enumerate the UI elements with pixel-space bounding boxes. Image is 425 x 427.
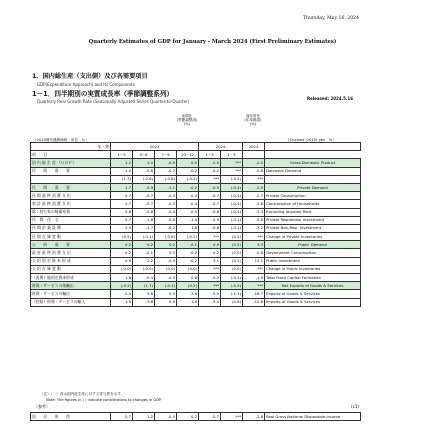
value-cell: *** xyxy=(221,167,243,175)
header-cell: 10~12 xyxy=(177,151,199,159)
table-row xyxy=(31,265,361,273)
row-label: 除く持ち家の帰属家賃 xyxy=(31,208,111,216)
value-cell: 1.7 xyxy=(111,183,133,191)
value-cell: -0.4 xyxy=(133,274,155,282)
value-cell: 1.2 xyxy=(133,413,155,421)
value-cell: -2.4 xyxy=(111,290,133,298)
value-cell: 0.2 xyxy=(199,249,221,257)
header-note-qoq: 前期比 (季節調整済) (%) xyxy=(176,114,198,126)
value-cell: (0.0) xyxy=(221,265,243,273)
value-cell: 1.2 xyxy=(111,159,133,167)
value-cell: 0.6 xyxy=(177,274,199,282)
row-label-en: Public Demand xyxy=(265,241,361,249)
value-cell: -0.5 xyxy=(199,159,221,167)
reference-code: (c1) xyxy=(351,404,359,409)
value-cell: 1.0 xyxy=(111,167,133,175)
value-cell: (1.7) xyxy=(133,282,155,290)
value-cell: (-0.0) xyxy=(133,265,155,273)
gdp-growth-table xyxy=(30,142,361,307)
row-label: 民 間 在 庫 変 動 xyxy=(31,233,111,241)
value-cell: -0.7 xyxy=(199,413,221,421)
value-cell: -0.4 xyxy=(155,208,177,216)
header-cell: 4~6 xyxy=(133,151,155,159)
value-cell: 2.0 xyxy=(111,224,133,232)
value-cell: 1.8 xyxy=(177,224,199,232)
header-cell: 7~9 xyxy=(155,151,177,159)
value-cell: (0.0) xyxy=(177,265,199,273)
value-cell: -0.2 xyxy=(177,167,199,175)
footnote-jp: （注）（ ）内は国内総生産に対する寄与度を示す。 xyxy=(40,392,125,396)
release-date: Released: 2024.5.16 xyxy=(306,96,353,101)
value-cell: -1.0 xyxy=(243,274,265,282)
row-label-en: Net Exports of Goods & Services xyxy=(265,282,361,290)
value-cell: -1.4 xyxy=(177,216,199,224)
value-cell: *** xyxy=(199,175,221,183)
table-row xyxy=(31,290,361,298)
value-cell: -2.5 xyxy=(199,216,221,224)
value-cell: -0.2 xyxy=(199,167,221,175)
row-label-en: Private Demand xyxy=(265,183,361,191)
table-row xyxy=(31,167,361,175)
value-cell: -0.6 xyxy=(155,216,177,224)
value-cell: -0.7 xyxy=(199,200,221,208)
table-row xyxy=(31,224,361,232)
value-cell: 13.1 xyxy=(243,257,265,265)
footnote-en: Note: The figures in ( ) indicate contributions to changes in GDP. xyxy=(46,398,162,402)
value-cell: (1.3) xyxy=(111,175,133,183)
row-label: 財貨・サービスの輸出 xyxy=(31,290,111,298)
value-cell: 0.0 xyxy=(177,159,199,167)
value-cell: -0.7 xyxy=(133,192,155,200)
value-cell: (-1.1) xyxy=(221,290,243,298)
header-cell: 2024 xyxy=(243,143,265,151)
value-cell: (-0.2) xyxy=(177,233,199,241)
value-cell: -3.4 xyxy=(199,298,221,306)
value-cell: (0.0) xyxy=(221,249,243,257)
header-cell: 1~3 xyxy=(199,151,221,159)
value-cell: 0.9 xyxy=(199,241,221,249)
value-cell: 0.3 xyxy=(155,249,177,257)
value-cell: 3.3 xyxy=(243,241,265,249)
header-note-yoy: 前年度比 (年率換算) (%) xyxy=(244,114,262,126)
row-label: 公 的 需 要 xyxy=(31,241,111,249)
value-cell: 3.8 xyxy=(133,290,155,298)
value-cell: (-0.1) xyxy=(133,233,155,241)
value-cell: -0.1 xyxy=(133,249,155,257)
section-subheading: GDP(Expenditure Approach) and Its Components xyxy=(37,82,135,87)
value-cell: (-0.4) xyxy=(221,183,243,191)
value-cell: (-0.4) xyxy=(221,192,243,200)
value-cell: -0.9 xyxy=(133,183,155,191)
value-cell: -0.3 xyxy=(155,192,177,200)
row-label: 家 計 最 終 消 費 支 出 xyxy=(31,200,111,208)
row-label: 国 民 所 得 xyxy=(31,413,111,421)
value-cell: (0.2) xyxy=(221,233,243,241)
section-heading: 1．国内総生産（支出側）及び各需要項目 xyxy=(32,73,148,80)
value-cell: (-0.1) xyxy=(221,216,243,224)
value-cell: *** xyxy=(199,233,221,241)
value-cell: 0.2 xyxy=(133,241,155,249)
value-cell: -18.7 xyxy=(243,290,265,298)
value-cell: -9.8 xyxy=(243,216,265,224)
row-label-en: Private Residential Investment xyxy=(265,216,361,224)
table-row xyxy=(31,175,361,183)
value-cell: -2.8 xyxy=(243,413,265,421)
value-cell: 0.3 xyxy=(155,290,177,298)
row-label-en: Consumption of Households xyxy=(265,200,361,208)
header-cell: 2023 xyxy=(111,143,199,151)
value-cell: (0.0) xyxy=(155,265,177,273)
row-label-en: Public Investment xyxy=(265,257,361,265)
value-cell: 0.7 xyxy=(111,192,133,200)
value-cell: 0.2 xyxy=(111,249,133,257)
header-cell: 1~3 xyxy=(221,151,243,159)
table-row xyxy=(31,249,361,257)
row-label: 政 府 最 終 消 費 支 出 xyxy=(31,249,111,257)
subsection-subheading: Quarterly Real Growth Rate (Seasonally Adjusted Series Quarter-to-Quarter) xyxy=(37,99,190,104)
value-cell: 2.2 xyxy=(133,257,155,265)
value-cell: -12.6 xyxy=(243,298,265,306)
value-cell: -0.5 xyxy=(177,208,199,216)
value-cell: -0.6 xyxy=(133,167,155,175)
row-label-en xyxy=(265,175,361,183)
value-cell: -0.2 xyxy=(177,183,199,191)
unit-note-right: （Chained (2015) yen %） xyxy=(286,138,336,142)
value-cell: 1.6 xyxy=(177,298,199,306)
row-label-en: Total Fixed Capital Formation xyxy=(265,274,361,282)
value-cell: *** xyxy=(199,265,221,273)
value-cell: -0.6 xyxy=(243,167,265,175)
header-row xyxy=(31,151,361,159)
value-cell: -0.7 xyxy=(155,167,177,175)
row-label-en: Government Consumption xyxy=(265,249,361,257)
value-cell: -0.4 xyxy=(177,192,199,200)
value-cell: *** xyxy=(243,282,265,290)
value-cell: *** xyxy=(243,233,265,241)
row-label-en: Domestic Demand xyxy=(265,167,361,175)
value-cell: -3.6 xyxy=(133,298,155,306)
row-label: （控除）財貨・サービスの輸入 xyxy=(31,298,111,306)
value-cell: -2.7 xyxy=(243,192,265,200)
value-cell: 0.2 xyxy=(111,241,133,249)
row-label-en: Gross Domestic Product xyxy=(265,159,361,167)
header-cell: 項 目 xyxy=(31,151,111,159)
value-cell: *** xyxy=(243,175,265,183)
value-cell: (-0.6) xyxy=(133,175,155,183)
value-cell: *** xyxy=(221,159,243,167)
value-cell: 0.2 xyxy=(177,413,199,421)
value-cell: -0.1 xyxy=(177,241,199,249)
value-cell: (-0.1) xyxy=(155,282,177,290)
value-cell: (-0.1) xyxy=(221,274,243,282)
value-cell: -3.2 xyxy=(243,224,265,232)
row-label-en: Private Consumption xyxy=(265,192,361,200)
header-cell xyxy=(265,143,361,151)
value-cell: (0.2) xyxy=(221,241,243,249)
row-label: 民 間 需 要 xyxy=(31,167,111,175)
table-row xyxy=(31,159,361,167)
value-cell: (0.2) xyxy=(221,257,243,265)
value-cell: (-0.6) xyxy=(155,233,177,241)
value-cell: -0.3 xyxy=(155,413,177,421)
value-cell: -1.7 xyxy=(133,224,155,232)
gni-table xyxy=(30,412,361,421)
value-cell: -0.8 xyxy=(133,208,155,216)
row-label-en: Change in Public Inventories xyxy=(265,265,361,273)
value-cell: 0.8 xyxy=(111,208,133,216)
value-cell: -0.7 xyxy=(199,192,221,200)
value-cell: -2.6 xyxy=(243,200,265,208)
header-cell: 2024 xyxy=(199,143,243,151)
value-cell: (0.2) xyxy=(177,282,199,290)
value-cell: 0.7 xyxy=(111,200,133,208)
table-row xyxy=(31,208,361,216)
value-cell: 1.8 xyxy=(133,216,155,224)
row-label-en: Real Gross National Disposable Income xyxy=(265,413,361,421)
value-cell: -0.9 xyxy=(155,159,177,167)
row-label: 民 間 住 宅 xyxy=(31,216,111,224)
value-cell: 0.9 xyxy=(111,257,133,265)
value-cell: (-0.0) xyxy=(111,265,133,273)
value-cell: -0.5 xyxy=(199,183,221,191)
value-cell: -0.3 xyxy=(155,257,177,265)
value-cell: 0.7 xyxy=(111,413,133,421)
value-cell: (-0.4) xyxy=(221,200,243,208)
value-cell: (-0.3) xyxy=(221,282,243,290)
row-label: 民 間 需 要 xyxy=(31,183,111,191)
row-label: 国 内 総 生 産 （ＧＤＰ） xyxy=(31,159,111,167)
value-cell: (-0.1) xyxy=(221,224,243,232)
row-label-en: Imports of Goods & Services xyxy=(265,298,361,306)
value-cell: -0.2 xyxy=(177,249,199,257)
table-row xyxy=(31,192,361,200)
report-date: Thursday, May 16, 2024 xyxy=(302,16,359,21)
reference-label: （参考） xyxy=(34,404,50,409)
subsection-heading: 1－1．四半期別の実質成長率（季節調整系列） xyxy=(32,90,174,98)
value-cell: (0.5) xyxy=(111,233,133,241)
report-title: Quarterly Estimates of GDP for January - March 2024 (First Preliminary Estimates) xyxy=(88,39,337,45)
table-row xyxy=(31,216,361,224)
table-row xyxy=(31,200,361,208)
row-label-en: Excluding Imputed Rent xyxy=(265,208,361,216)
value-cell: -0.7 xyxy=(133,200,155,208)
table-row xyxy=(31,241,361,249)
value-cell: 0.8 xyxy=(243,249,265,257)
row-label-en: Exports of Goods & Services xyxy=(265,290,361,298)
value-cell: 1.5 xyxy=(111,298,133,306)
value-cell: -0.8 xyxy=(199,224,221,232)
header-cell: 年・期 xyxy=(31,143,111,151)
value-cell: 0.7 xyxy=(111,216,133,224)
table-row xyxy=(31,257,361,265)
table-row xyxy=(31,274,361,282)
value-cell: -0.4 xyxy=(177,200,199,208)
value-cell: 1.6 xyxy=(111,274,133,282)
value-cell: -0.2 xyxy=(155,224,177,232)
value-cell: (0.8) xyxy=(221,298,243,306)
value-cell: -2.0 xyxy=(243,159,265,167)
row-label: 民 間 最 終 消 費 支 出 xyxy=(31,192,111,200)
row-label: 財貨・サービスの純輸出 xyxy=(31,282,111,290)
row-label xyxy=(31,175,111,183)
row-label: （再掲）総固定資本形成 xyxy=(31,274,111,282)
value-cell: -0.3 xyxy=(199,274,221,282)
value-cell: -1.1 xyxy=(155,183,177,191)
row-label: 民 間 企 業 設 備 xyxy=(31,224,111,232)
table-row xyxy=(31,298,361,306)
value-cell: (-0.4) xyxy=(221,208,243,216)
value-cell: -0.8 xyxy=(199,208,221,216)
value-cell: 3.1 xyxy=(199,257,221,265)
table-row xyxy=(31,233,361,241)
value-cell: *** xyxy=(243,265,265,273)
value-cell: 0.9 xyxy=(155,298,177,306)
value-cell: (-0.8) xyxy=(155,175,177,183)
value-cell: -3.3 xyxy=(243,208,265,216)
unit-note-left: （2015暦年連鎖価格 単位：％） xyxy=(33,138,89,142)
table-row xyxy=(31,183,361,191)
value-cell: -0.3 xyxy=(155,274,177,282)
value-cell: (-0.2) xyxy=(177,175,199,183)
row-label-en: Change in Private Inventories xyxy=(265,233,361,241)
value-cell: 1.0 xyxy=(133,159,155,167)
table-row xyxy=(31,413,361,421)
value-cell: 0.2 xyxy=(155,241,177,249)
value-cell: -0.2 xyxy=(177,257,199,265)
header-cell: 1~3 xyxy=(111,151,133,159)
value-cell: -5.0 xyxy=(199,290,221,298)
row-label: 公 的 固 定 資 本 形 成 xyxy=(31,257,111,265)
header-cell xyxy=(243,151,265,159)
value-cell: *** xyxy=(221,413,243,421)
value-cell: -2.0 xyxy=(243,183,265,191)
value-cell: *** xyxy=(199,282,221,290)
table-row xyxy=(31,282,361,290)
value-cell: -0.3 xyxy=(155,200,177,208)
value-cell: (-0.2) xyxy=(221,175,243,183)
row-label: 公 的 在 庫 変 動 xyxy=(31,265,111,273)
value-cell: (-0.2) xyxy=(111,282,133,290)
row-label-en: Private Non-Resi. Investment xyxy=(265,224,361,232)
header-row xyxy=(31,143,361,151)
value-cell: 2.6 xyxy=(177,290,199,298)
